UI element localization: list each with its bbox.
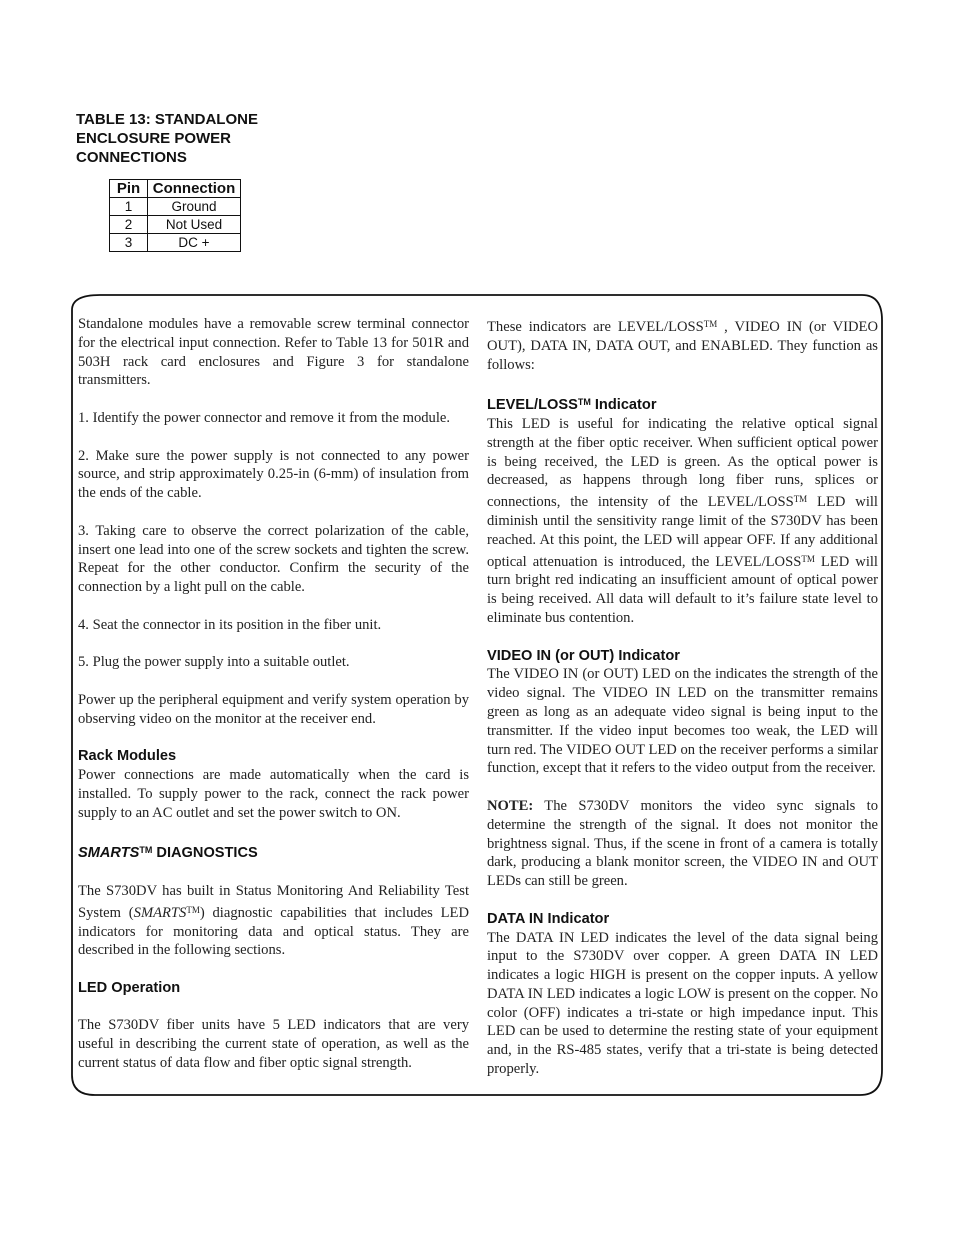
video-indicator-heading: VIDEO IN (or OUT) Indicator bbox=[487, 647, 680, 664]
right-column bbox=[487, 315, 878, 1079]
table-row bbox=[110, 234, 241, 252]
level-heading-part: Indicator bbox=[590, 397, 657, 414]
table-header-row bbox=[110, 180, 241, 198]
indicators-paragraph bbox=[487, 315, 878, 374]
smarts-diagnostics-heading bbox=[78, 841, 469, 863]
smarts-text-part: ) diagnostic capabilities that includes LED indicators for monitoring data and optical status. They are described in the following sections. bbox=[78, 904, 470, 959]
smarts-text-part: The S730DV has built in Status Monitoring And Reliability Test System ( bbox=[78, 882, 469, 921]
note-paragraph bbox=[487, 797, 878, 891]
header-pin: Pin bbox=[110, 180, 148, 198]
data-in-paragraph: The DATA IN LED indicates the level of the data signal being input to the S730DV over copper. A green DATA IN LED indicates a logic HIGH is present on the copper inputs. A yellow DATA IN LED indicates a logic LOW is present on the copper. No color (OFF) indicates a tri-state or high impedance input. This LED can be used to determine the resting state of your equipment and, in the RS-485 states, verify that a tri-state is being detected properly. bbox=[487, 929, 878, 1078]
led-operation-heading: LED Operation bbox=[78, 979, 181, 996]
power-connections-table bbox=[109, 179, 241, 252]
step-2: 2. Make sure the power supply is not connected to any power source, and strip approximately 0.25-in (6-mm) of insulation from the ends of the cable. bbox=[78, 447, 469, 502]
data-in-heading: DATA IN Indicator bbox=[487, 910, 610, 927]
left-column bbox=[78, 315, 469, 1073]
smarts-text-italic: SMARTS bbox=[133, 904, 187, 921]
smarts-paragraph bbox=[78, 882, 469, 960]
trademark-mark: TM bbox=[793, 494, 808, 505]
cell-connection: DC + bbox=[148, 234, 241, 252]
trademark-mark: TM bbox=[577, 397, 591, 408]
cell-connection: Not Used bbox=[148, 216, 241, 234]
trademark-mark: TM bbox=[801, 553, 815, 564]
rack-modules-heading: Rack Modules bbox=[78, 748, 177, 765]
table-row bbox=[110, 198, 241, 216]
step-3: 3. Taking care to observe the correct polarization of the cable, insert one lead into one of the screw sockets and tighten the screw. Repeat for the other conductor. Confirm the security of the connection by a light pull on the cable. bbox=[78, 522, 469, 596]
table-caption-line: CONNECTIONS bbox=[76, 149, 187, 166]
header-connection: Connection bbox=[148, 180, 241, 198]
smarts-heading-italic: SMARTS bbox=[78, 845, 140, 862]
level-heading-part: LEVEL/LOSS bbox=[487, 397, 578, 414]
cell-pin: 1 bbox=[110, 198, 148, 216]
smarts-heading-rest: DIAGNOSTICS bbox=[152, 845, 258, 862]
table-caption bbox=[76, 110, 306, 167]
trademark-mark: TM bbox=[139, 845, 153, 856]
trademark-mark: TM bbox=[186, 904, 200, 915]
video-indicator-paragraph: The VIDEO IN (or OUT) LED on the indicates the strength of the video signal. The VIDEO IN LED on the transmitter remains green as long as an adequate video signal is being input to the transmitter. If the video input becomes too weak, the LED will turn red. The VIDEO OUT LED on the receiver performs a similar function, except that it refers to the video output from the receiver. bbox=[487, 666, 878, 777]
note-label: NOTE: bbox=[487, 797, 534, 814]
cell-pin: 2 bbox=[110, 216, 148, 234]
intro-paragraph: Standalone modules have a removable screw terminal connector for the electrical input connection. Refer to Table 13 for 501R and 503H rack card enclosures and Figure 3 for standalone transmitters. bbox=[78, 316, 469, 389]
led-operation-paragraph: The S730DV fiber units have 5 LED indicators that are very useful in describing the current state of operation, as well as the current status of data flow and fiber optic signal strength. bbox=[78, 1017, 469, 1072]
cell-connection: Ground bbox=[148, 198, 241, 216]
step-1: 1. Identify the power connector and remove it from the module. bbox=[78, 409, 451, 426]
table-caption-line: ENCLOSURE POWER bbox=[76, 130, 232, 147]
indicators-text-part: , VIDEO IN (or VIDEO OUT), DATA IN, DATA OUT, and ENABLED. They function as follows: bbox=[487, 319, 879, 373]
note-text: The S730DV monitors the video sync signals to determine the strength of the signal. It does not monitor the brightness signal. Thus, if the scene in front of a camera is totally dark, producing a blank monitor screen, the VIDEO IN and OUT LEDs can still be green. bbox=[487, 797, 878, 890]
indicators-text-part: These indicators are LEVEL/LOSS bbox=[487, 319, 704, 335]
level-text-part: This LED is useful for indicating the relative optical signal strength at the fiber optic receiver. When sufficient optical power is being received, the LED is green. As the optical power is decreased, as happens through long fiber runs, splices or connections, the intensity of the LEVEL/LOSS bbox=[487, 415, 878, 511]
table-row bbox=[110, 216, 241, 234]
step-4: 4. Seat the connector in its position in the fiber unit. bbox=[78, 616, 382, 633]
power-up-paragraph: Power up the peripheral equipment and verify system operation by observing video on the monitor at the receiver end. bbox=[78, 691, 469, 727]
level-loss-paragraph bbox=[487, 415, 878, 628]
trademark-mark: TM bbox=[703, 319, 718, 329]
table-caption-line: TABLE 13: STANDALONE bbox=[76, 111, 258, 128]
cell-pin: 3 bbox=[110, 234, 148, 252]
step-5: 5. Plug the power supply into a suitable outlet. bbox=[78, 654, 350, 671]
level-text-part: LED will turn bright red indicating an insufficient amount of optical power is being received. All data will default to it’s failure state level to eliminate bus contention. bbox=[487, 553, 878, 626]
level-text-part: LED will diminish until the sensitivity range limit of the S730DV has been reached. At this point, the LED will appear OFF. If any additional optical attenuation is introduced, the LEVEL/LOSS bbox=[487, 494, 878, 570]
rack-modules-paragraph: Power connections are made automatically when the card is installed. To supply power to the rack, connect the rack power supply to an AC outlet and set the power switch to ON. bbox=[78, 767, 469, 821]
level-loss-heading bbox=[487, 393, 878, 415]
